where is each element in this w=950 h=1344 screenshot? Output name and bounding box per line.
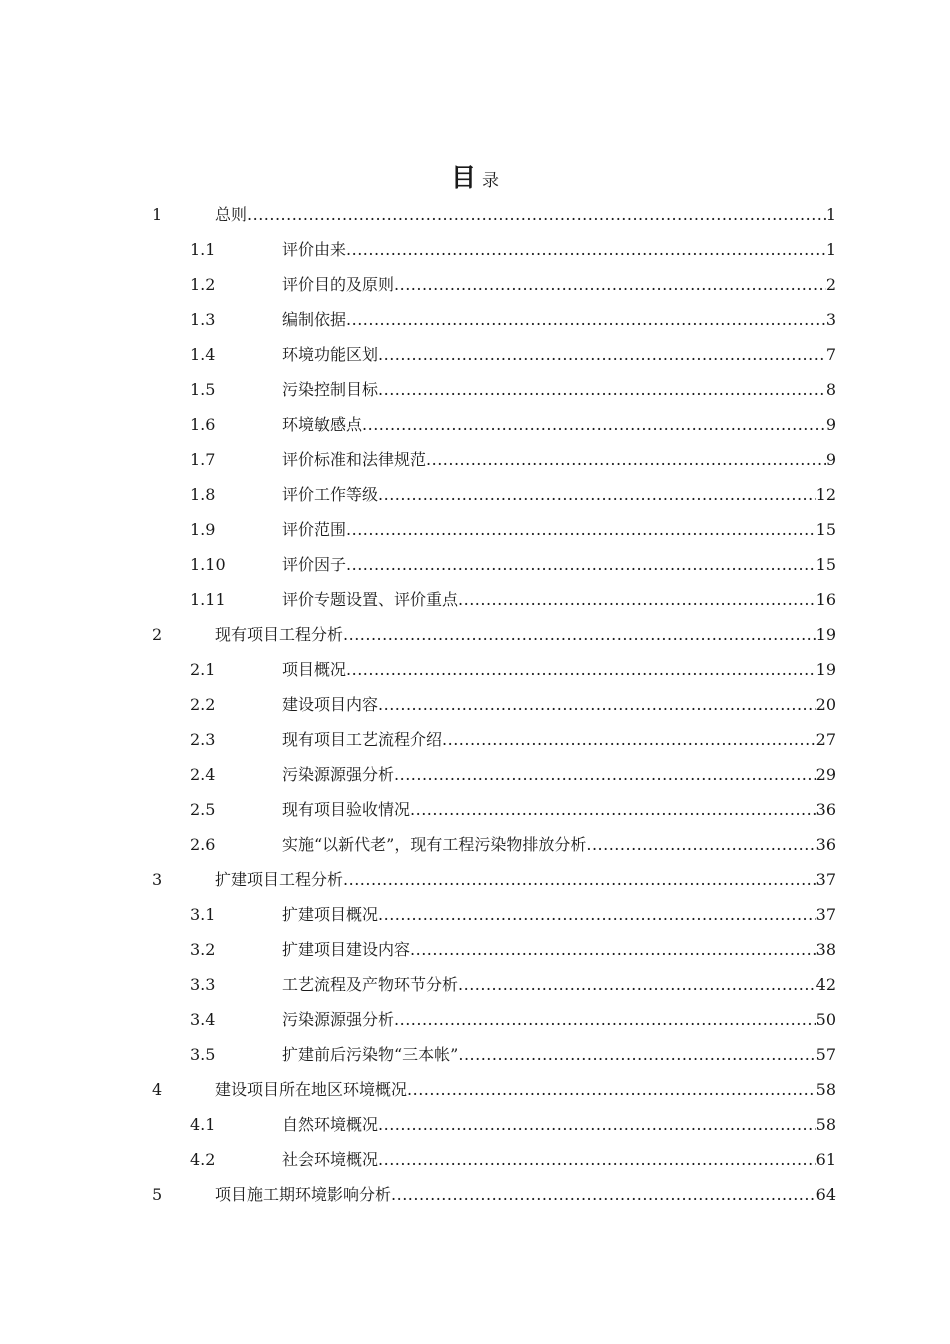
toc-entry[interactable] <box>0 967 950 1002</box>
toc-entry-page-number: 12 <box>815 485 836 504</box>
toc-entry[interactable] <box>0 372 950 407</box>
toc-entry-line <box>282 512 836 547</box>
toc-entry[interactable] <box>0 512 950 547</box>
toc-entry-label: 环境功能区划 <box>282 345 379 364</box>
toc-entry-label: 实施“以新代老”，现有工程污染物排放分析 <box>282 835 587 854</box>
toc-entry-line <box>215 197 836 232</box>
toc-entry-page-number: 19 <box>815 660 836 679</box>
toc-entry-label: 扩建项目工程分析 <box>215 870 344 889</box>
dot-leader <box>391 1177 816 1212</box>
toc-entry-line <box>282 967 836 1002</box>
toc-entry-label: 污染控制目标 <box>282 380 379 399</box>
toc-entry-line <box>215 1177 836 1212</box>
toc-entry-line <box>282 442 836 477</box>
toc-entry[interactable] <box>0 477 950 512</box>
toc-entry-label: 评价因子 <box>282 555 347 574</box>
toc-entry[interactable] <box>0 1002 950 1037</box>
dot-leader <box>378 372 826 407</box>
toc-entry-label: 污染源源强分析 <box>282 1010 395 1029</box>
toc-entry-label: 污染源源强分析 <box>282 765 395 784</box>
toc-entry-label: 社会环境概况 <box>282 1150 379 1169</box>
toc-entry-line <box>282 372 836 407</box>
toc-entry-label: 评价范围 <box>282 520 347 539</box>
toc-entry-label: 评价工作等级 <box>282 485 379 504</box>
toc-entry-label: 项目施工期环境影响分析 <box>215 1185 392 1204</box>
toc-entry[interactable] <box>0 1142 950 1177</box>
dot-leader <box>586 827 815 862</box>
toc-entry-number: 1.3 <box>190 310 216 329</box>
toc-entry[interactable] <box>0 1107 950 1142</box>
dot-leader <box>378 897 816 932</box>
toc-entry-label: 现有项目验收情况 <box>282 800 411 819</box>
toc-entry-label: 评价标准和法律规范 <box>282 450 427 469</box>
toc-entry-label: 扩建前后污染物“三本帐” <box>282 1045 459 1064</box>
toc-entry-page-number: 42 <box>815 975 836 994</box>
dot-leader <box>458 582 816 617</box>
toc-entry-page-number: 27 <box>815 730 836 749</box>
toc-entry-page-number: 58 <box>815 1080 836 1099</box>
dot-leader <box>407 1072 816 1107</box>
dot-leader <box>346 302 826 337</box>
toc-entry-line <box>282 407 836 442</box>
toc-entry[interactable] <box>0 232 950 267</box>
toc-entry-label: 扩建项目概况 <box>282 905 379 924</box>
toc-entry-number: 3.4 <box>190 1010 216 1029</box>
toc-entry[interactable] <box>0 1037 950 1072</box>
toc-entry-number: 1.10 <box>190 555 226 574</box>
toc-entry-number: 1.11 <box>190 590 226 609</box>
toc-title-sub: 录 <box>482 171 499 191</box>
toc-entry[interactable] <box>0 302 950 337</box>
dot-leader <box>346 512 816 547</box>
toc-entry-page-number: 61 <box>815 1150 836 1169</box>
dot-leader <box>410 932 816 967</box>
toc-entry-label: 项目概况 <box>282 660 347 679</box>
toc-entry-page-number: 1 <box>825 240 836 259</box>
toc-entry-line <box>282 302 836 337</box>
toc-entry[interactable] <box>0 197 950 232</box>
toc-entry[interactable] <box>0 652 950 687</box>
toc-entry-number: 1.8 <box>190 485 216 504</box>
dot-leader <box>343 617 816 652</box>
toc-entry-number: 3 <box>152 870 163 889</box>
toc-title-main: 目 <box>450 163 476 192</box>
dot-leader <box>410 792 816 827</box>
toc-entry-number: 3.3 <box>190 975 216 994</box>
toc-entry-line <box>282 267 836 302</box>
toc-entry-page-number: 3 <box>825 310 836 329</box>
toc-entry-number: 2.2 <box>190 695 216 714</box>
toc-entry-number: 2.3 <box>190 730 216 749</box>
toc-entry[interactable] <box>0 337 950 372</box>
toc-entry-number: 1.6 <box>190 415 216 434</box>
toc-entry-label: 编制依据 <box>282 310 347 329</box>
toc-entry-page-number: 64 <box>815 1185 836 1204</box>
toc-entry-number: 4.1 <box>190 1115 216 1134</box>
toc-entry-page-number: 29 <box>815 765 836 784</box>
toc-entry[interactable] <box>0 1072 950 1107</box>
toc-entry[interactable] <box>0 897 950 932</box>
toc-entry[interactable] <box>0 582 950 617</box>
dot-leader <box>458 967 816 1002</box>
toc-entry-label: 工艺流程及产物环节分析 <box>282 975 459 994</box>
toc-entry-number: 1.1 <box>190 240 216 259</box>
toc-entry-number: 4 <box>152 1080 163 1099</box>
dot-leader <box>346 652 816 687</box>
toc-entry-label: 建设项目内容 <box>282 695 379 714</box>
toc-entry-label: 评价目的及原则 <box>282 275 395 294</box>
toc-entry-number: 2 <box>152 625 163 644</box>
toc-entry-line <box>282 547 836 582</box>
dot-leader <box>343 862 816 897</box>
toc-entry-line <box>282 1037 836 1072</box>
toc-entry[interactable] <box>0 932 950 967</box>
dot-leader <box>346 232 826 267</box>
toc-entry-label: 自然环境概况 <box>282 1115 379 1134</box>
toc-entry-number: 2.6 <box>190 835 216 854</box>
toc-entry[interactable] <box>0 792 950 827</box>
toc-entry-number: 4.2 <box>190 1150 216 1169</box>
toc-entry-line <box>282 1002 836 1037</box>
toc-entry-label: 总则 <box>215 205 248 224</box>
toc-entry[interactable] <box>0 862 950 897</box>
toc-entry[interactable] <box>0 547 950 582</box>
toc-entry-page-number: 1 <box>825 205 836 224</box>
toc-entry-number: 5 <box>152 1185 163 1204</box>
toc-entry-number: 1 <box>152 205 163 224</box>
dot-leader <box>394 1002 816 1037</box>
dot-leader <box>362 407 826 442</box>
toc-entry-page-number: 2 <box>825 275 836 294</box>
dot-leader <box>442 722 816 757</box>
toc-entry-page-number: 15 <box>815 555 836 574</box>
dot-leader <box>394 757 816 792</box>
toc-entry-number: 3.1 <box>190 905 216 924</box>
toc-entry-page-number: 8 <box>825 380 836 399</box>
dot-leader <box>458 1037 815 1072</box>
toc-entry-number: 1.5 <box>190 380 216 399</box>
toc-entry-line <box>282 792 836 827</box>
toc-entry-page-number: 38 <box>815 940 836 959</box>
toc-entry-number: 2.5 <box>190 800 216 819</box>
dot-leader <box>378 1142 816 1177</box>
toc-title <box>0 158 950 194</box>
toc-entry-page-number: 9 <box>825 450 836 469</box>
toc-entry-line <box>282 722 836 757</box>
dot-leader <box>247 197 826 232</box>
toc-entry-number: 1.9 <box>190 520 216 539</box>
toc-entry[interactable] <box>0 442 950 477</box>
toc-entry-line <box>282 897 836 932</box>
dot-leader <box>378 1107 816 1142</box>
toc-entry-page-number: 57 <box>815 1045 836 1064</box>
dot-leader <box>346 547 816 582</box>
toc-entry-label: 现有项目工程分析 <box>215 625 344 644</box>
toc-entry-label: 扩建项目建设内容 <box>282 940 411 959</box>
toc-entry[interactable] <box>0 827 950 862</box>
toc-entry-line <box>215 617 836 652</box>
toc-entry-page-number: 7 <box>825 345 836 364</box>
toc-entry-page-number: 36 <box>815 800 836 819</box>
toc-entry-label: 建设项目所在地区环境概况 <box>215 1080 408 1099</box>
toc-entry[interactable] <box>0 687 950 722</box>
dot-leader <box>394 267 826 302</box>
toc-entry-line <box>282 477 836 512</box>
toc-entry-line <box>282 652 836 687</box>
toc-entry-page-number: 58 <box>815 1115 836 1134</box>
toc-entry-number: 1.4 <box>190 345 216 364</box>
toc-entry-label: 评价由来 <box>282 240 347 259</box>
toc-entry-line <box>282 232 836 267</box>
toc-entry-number: 1.2 <box>190 275 216 294</box>
toc-entry-label: 评价专题设置、评价重点 <box>282 590 459 609</box>
dot-leader <box>378 687 816 722</box>
toc-entry-line <box>282 1107 836 1142</box>
toc-entry-page-number: 19 <box>815 625 836 644</box>
toc-entry-line <box>282 757 836 792</box>
toc-entry-number: 2.4 <box>190 765 216 784</box>
toc-entry-page-number: 37 <box>815 870 836 889</box>
toc-entry-page-number: 15 <box>815 520 836 539</box>
toc-entry-number: 3.5 <box>190 1045 216 1064</box>
toc-entry-page-number: 9 <box>825 415 836 434</box>
toc-entry-page-number: 36 <box>815 835 836 854</box>
toc-entry-page-number: 37 <box>815 905 836 924</box>
toc-entry-line <box>215 862 836 897</box>
toc-entry-line <box>282 582 836 617</box>
toc-entry-label: 环境敏感点 <box>282 415 363 434</box>
toc-entry-number: 2.1 <box>190 660 216 679</box>
toc-entry[interactable] <box>0 722 950 757</box>
toc-entry-line <box>282 827 836 862</box>
toc-entry-line <box>282 1142 836 1177</box>
toc-entry-number: 3.2 <box>190 940 216 959</box>
toc-entry[interactable] <box>0 267 950 302</box>
toc-entry-line <box>215 1072 836 1107</box>
dot-leader <box>426 442 826 477</box>
toc-entry[interactable] <box>0 1177 950 1212</box>
toc-entry-number: 1.7 <box>190 450 216 469</box>
dot-leader <box>378 477 816 512</box>
toc-entry[interactable] <box>0 757 950 792</box>
toc-entry-page-number: 16 <box>815 590 836 609</box>
toc-entry-line <box>282 932 836 967</box>
dot-leader <box>378 337 826 372</box>
toc-entry-line <box>282 687 836 722</box>
toc-entry[interactable] <box>0 617 950 652</box>
toc-entry-page-number: 20 <box>815 695 836 714</box>
toc-entry[interactable] <box>0 407 950 442</box>
toc-entry-page-number: 50 <box>815 1010 836 1029</box>
toc-entry-label: 现有项目工艺流程介绍 <box>282 730 443 749</box>
toc-entry-line <box>282 337 836 372</box>
